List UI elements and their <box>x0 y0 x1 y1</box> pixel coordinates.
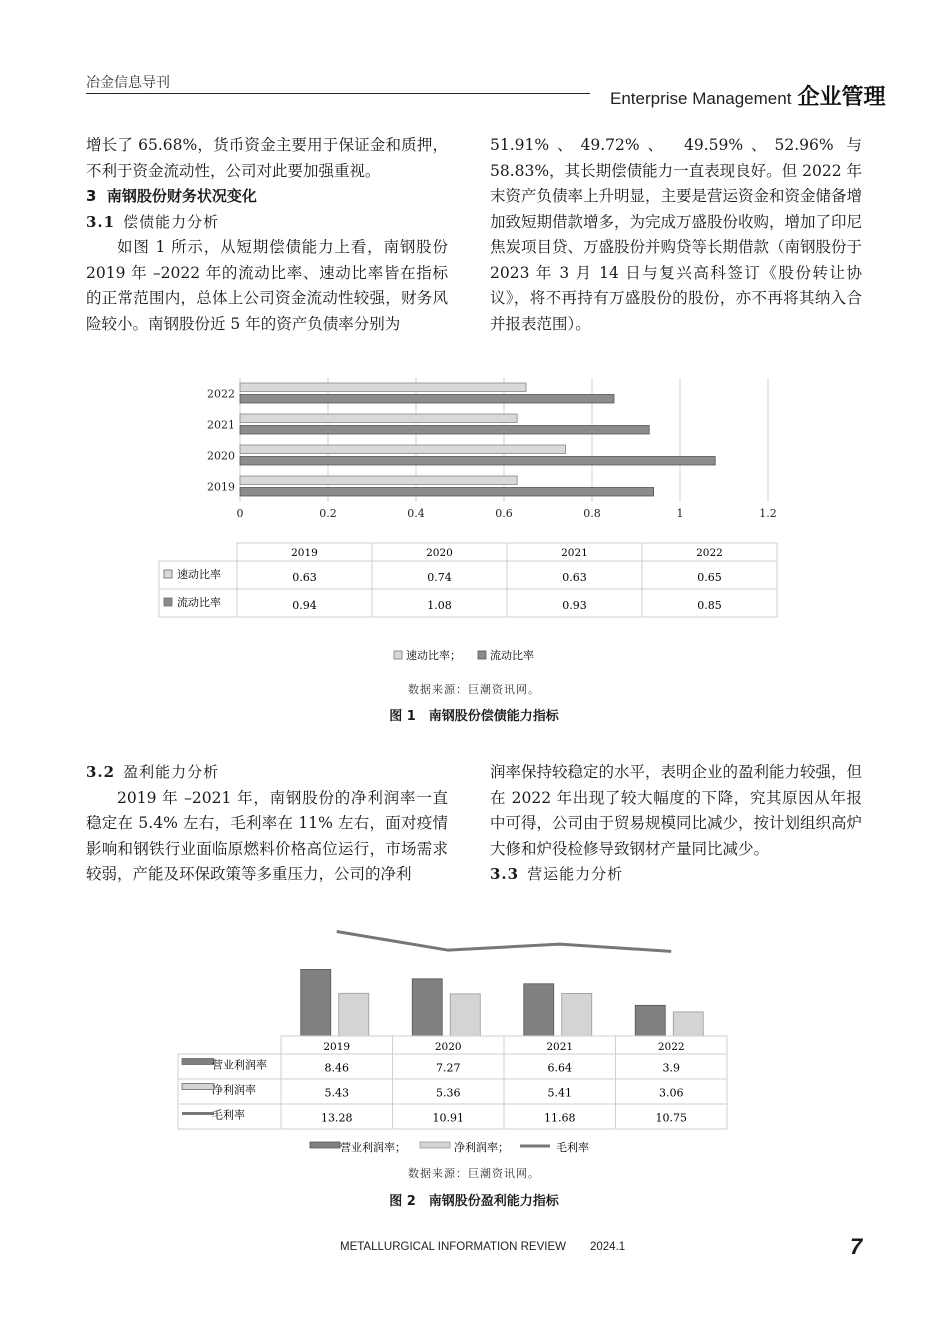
table-header-cell: 2021 <box>561 547 588 559</box>
table-cell: 0.93 <box>562 599 587 612</box>
heading-number: 3 <box>86 187 97 205</box>
table-header-cell: 2019 <box>323 1041 351 1053</box>
table-header-cell: 2020 <box>426 547 453 559</box>
figure1-chart <box>150 370 800 670</box>
table-cell: 0.85 <box>697 599 722 612</box>
table-row-label: 净利润率 <box>212 1083 256 1097</box>
legend-swatch-net <box>420 1142 450 1148</box>
section-heading-3-3 <box>490 862 862 888</box>
table-row-label: 速动比率 <box>177 568 221 581</box>
figure1-source: 数据来源：巨潮资讯网。 <box>408 683 540 696</box>
legend-operating-margin: 营业利润率； <box>340 1141 406 1154</box>
bar-quick-ratio <box>240 414 517 423</box>
table-cell: 10.91 <box>432 1111 464 1125</box>
figure2-caption: 图 2 南钢股份盈利能力指标 <box>389 1194 559 1209</box>
table-cell: 10.75 <box>655 1111 687 1125</box>
table-row-label: 毛利率 <box>212 1108 245 1122</box>
heading-text: 营运能力分析 <box>527 865 624 883</box>
right-column-1 <box>490 133 862 337</box>
table-cell: 7.27 <box>436 1061 461 1075</box>
bar-net-margin <box>562 993 592 1036</box>
right-column-2 <box>490 760 862 888</box>
table-legend-swatch <box>182 1084 214 1090</box>
table-cell: 3.06 <box>659 1086 684 1100</box>
figure2-chart <box>170 915 740 1160</box>
legend-swatch-current <box>478 651 486 659</box>
bar-current-ratio <box>240 488 654 497</box>
footer-issue: 2024.1 <box>589 1241 626 1253</box>
footer <box>340 1241 625 1253</box>
heading-number: 3.2 <box>86 763 116 781</box>
table-header-cell: 2020 <box>434 1041 462 1053</box>
paragraph: 如图 1 所示，从短期偿债能力上看，南钢股份 2019 年 –2022 年的流动比率、速动比率皆在指标的正常范围内，总体上公司资金流动性较强，财务风险较小。南钢股份近 5 年的资产负债率分别为 <box>86 238 448 333</box>
heading-number: 3.3 <box>490 865 520 883</box>
bar-quick-ratio <box>240 476 517 485</box>
figure1-caption: 图 1 南钢股份偿债能力指标 <box>389 709 559 724</box>
table-header-cell: 2021 <box>546 1041 574 1053</box>
legend-swatch-quick <box>394 651 402 659</box>
page-number: 7 <box>850 1234 863 1259</box>
bar-operating-margin <box>524 984 554 1036</box>
paragraph: 润率保持较稳定的水平，表明企业的盈利能力较强，但在 2022 年出现了较大幅度的下降，究其原因从年报中可得，公司由于贸易规模同比减少，按计划组织高炉大修和炉役检修导致钢材产量同比减少。 <box>490 763 863 858</box>
table-cell: 5.36 <box>436 1086 461 1100</box>
table-cell: 0.74 <box>427 571 452 584</box>
legend-current-ratio: 流动比率 <box>490 649 534 662</box>
x-tick-label: 1.2 <box>759 507 777 520</box>
table-cell: 5.43 <box>324 1086 349 1100</box>
paragraph: 2019 年 –2021 年，南钢股份的净利润率一直稳定在 5.4% 左右，毛利率在 11% 左右，面对疫情影响和钢铁行业面临原燃料价格高位运行，市场需求较弱，产能及环保政策等多重压力，公司的净利 <box>86 788 448 883</box>
table-row-label: 营业利润率 <box>212 1058 267 1072</box>
heading-number: 3.1 <box>86 212 116 231</box>
y-tick-label: 2022 <box>207 387 235 401</box>
section-title-cn: 企业管理 <box>797 85 886 110</box>
table-cell: 5.41 <box>547 1086 572 1100</box>
bar-operating-margin <box>635 1005 665 1036</box>
heading-text: 南钢股份财务状况变化 <box>106 187 257 205</box>
section-title-en: Enterprise Management <box>610 89 792 108</box>
bar-current-ratio <box>240 457 715 466</box>
table-legend-swatch <box>164 598 172 606</box>
bar-quick-ratio <box>240 383 526 392</box>
bar-net-margin <box>339 993 369 1036</box>
bar-current-ratio <box>240 426 649 435</box>
y-tick-label: 2019 <box>207 480 235 494</box>
bar-quick-ratio <box>240 445 566 454</box>
table-cell: 6.64 <box>547 1061 572 1075</box>
y-tick-label: 2020 <box>207 449 235 463</box>
legend-gross-margin: 毛利率 <box>556 1141 589 1154</box>
section-heading-3 <box>86 184 448 210</box>
legend-net-margin: 净利润率； <box>454 1141 509 1154</box>
left-column-2 <box>86 760 448 888</box>
section-header <box>610 80 885 111</box>
figure2-source: 数据来源：巨潮资讯网。 <box>408 1167 540 1180</box>
x-tick-label: 0.8 <box>583 507 601 520</box>
table-row-label: 流动比率 <box>177 596 221 609</box>
heading-text: 偿债能力分析 <box>123 212 220 231</box>
legend-swatch-operating <box>310 1142 340 1148</box>
x-tick-label: 0.6 <box>495 507 513 520</box>
table-header-cell: 2019 <box>291 547 318 559</box>
bar-operating-margin <box>301 969 331 1036</box>
section-heading-3-2 <box>86 760 448 786</box>
table-cell: 0.94 <box>292 599 317 612</box>
table-cell: 11.68 <box>544 1111 576 1125</box>
header-rule <box>86 93 590 94</box>
table-header-cell: 2022 <box>657 1041 685 1053</box>
y-tick-label: 2021 <box>207 418 235 432</box>
heading-text: 盈利能力分析 <box>123 763 220 781</box>
paragraph: 51.91%、49.72%、 49.59%、52.96% 与 58.83%，其长期偿债能力一直表现良好。但 2022 年末资产负债率上升明显，主要是营运资金和资金储备增加致短期借款增多，为完成万盛股份收购，增加了印尼焦炭项目贷、万盛股份并购贷等长期借款（南钢股份于 2023 年 3 月 14 日与复兴高科签订《股份转让协议》，将不再持有万盛股份的股份，亦不再将其纳入合并报表范围）。 <box>490 136 863 333</box>
table-cell: 13.28 <box>321 1111 353 1125</box>
table-cell: 0.63 <box>292 571 317 584</box>
left-column-1 <box>86 133 448 337</box>
line-gross-margin <box>337 932 672 952</box>
bar-current-ratio <box>240 395 614 404</box>
x-tick-label: 1 <box>676 507 684 520</box>
table-cell: 8.46 <box>324 1061 349 1075</box>
footer-journal: METALLURGICAL INFORMATION REVIEW <box>340 1241 566 1253</box>
bar-net-margin <box>673 1012 703 1036</box>
legend-quick-ratio: 速动比率； <box>406 649 461 662</box>
journal-title: 冶金信息导刊 <box>86 75 170 91</box>
x-tick-label: 0.2 <box>319 507 337 520</box>
paragraph: 增长了 65.68%，货币资金主要用于保证金和质押，不利于资金流动性，公司对此要加强重视。 <box>86 136 448 180</box>
table-cell: 0.65 <box>697 571 722 584</box>
bar-operating-margin <box>412 979 442 1036</box>
table-legend-swatch <box>182 1059 214 1065</box>
table-cell: 3.9 <box>662 1061 680 1075</box>
x-tick-label: 0 <box>236 507 244 520</box>
table-cell: 0.63 <box>562 571 587 584</box>
table-header-cell: 2022 <box>696 547 723 559</box>
bar-net-margin <box>450 994 480 1036</box>
section-heading-3-1 <box>86 210 448 236</box>
x-tick-label: 0.4 <box>407 507 425 520</box>
table-legend-swatch <box>164 570 172 578</box>
table-cell: 1.08 <box>427 599 452 612</box>
